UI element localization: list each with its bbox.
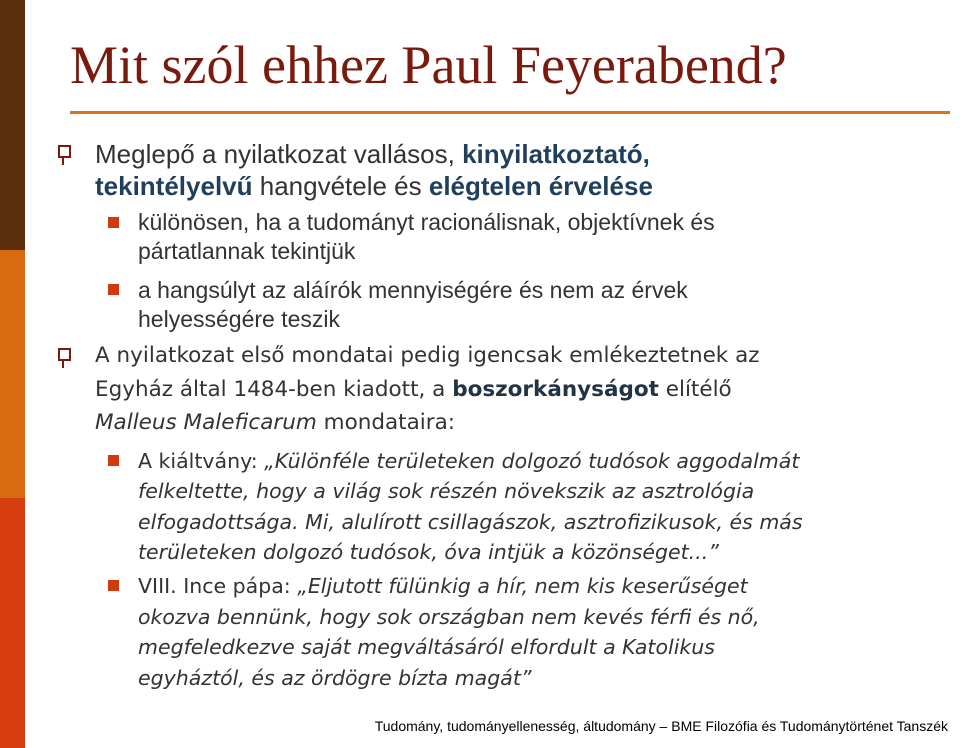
hollow-square-bullet-icon — [58, 348, 71, 361]
slide-title: Mit szól ehhez Paul Feyerabend? — [70, 35, 787, 95]
bullet2-line2: Egyház által 1484-ben kiadott, a boszorkányságot elítélő — [95, 377, 732, 402]
slide-footer: Tudomány, tudományellenesség, áltudomány – BME Filozófia és Tudománytörténet Tanszék — [374, 718, 948, 734]
bullet2-sub1-line2: felkeltette, hogy a világ sok részén növekszik az asztrológia — [138, 479, 755, 503]
side-bar-red — [0, 498, 25, 748]
bullet2-sub2-line3: megfeledkezve saját megváltásáról elfordult a Katolikus — [138, 635, 715, 659]
side-bar-dark — [0, 0, 25, 250]
bullet2-line3: Malleus Maleficarum mondataira: — [95, 410, 456, 435]
solid-square-bullet-icon — [108, 284, 119, 295]
bullet2-line1: A nyilatkozat első mondatai pedig igencsak emlékeztetnek az — [95, 343, 760, 368]
side-bar-orange — [0, 250, 25, 498]
bullet1-sub1-line1: különösen, ha a tudományt racionálisnak, objektívnek és — [138, 209, 715, 235]
bullet1-sub2-line2: helyességére teszik — [138, 306, 340, 332]
bullet2-sub2-line1: VIII. Ince pápa: „Eljutott fülünkig a hír, nem kis keserűséget — [138, 574, 748, 598]
solid-square-bullet-icon — [108, 455, 119, 466]
bullet2-sub2-line4: egyháztól, és az ördögre bízta magát” — [138, 666, 532, 690]
bullet1-line1: Meglepő a nyilatkozat vallásos, kinyilatkoztató, — [95, 139, 650, 169]
bullet2-sub2-line2: okozva bennünk, hogy sok országban nem kevés férfi és nő, — [138, 605, 760, 629]
title-underline — [70, 111, 950, 114]
solid-square-bullet-icon — [108, 580, 119, 591]
hollow-square-bullet-icon — [58, 145, 71, 158]
bullet2-sub1-line1: A kiáltvány: „Különféle területeken dolgozó tudósok aggodalmát — [138, 449, 800, 473]
solid-square-bullet-icon — [108, 217, 119, 228]
bullet1-sub1-line2: pártatlannak tekintjük — [138, 238, 356, 264]
bullet1-sub2-line1: a hangsúlyt az aláírók mennyiségére és nem az érvek — [138, 277, 688, 303]
bullet2-sub1-line4: területeken dolgozó tudósok, óva intjük a közönséget...” — [138, 540, 719, 564]
bullet1-line2: tekintélyelvű hangvétele és elégtelen érvelése — [95, 171, 653, 201]
bullet2-sub1-line3: elfogadottsága. Mi, alulírott csillagászok, asztrofizikusok, és más — [138, 510, 803, 534]
